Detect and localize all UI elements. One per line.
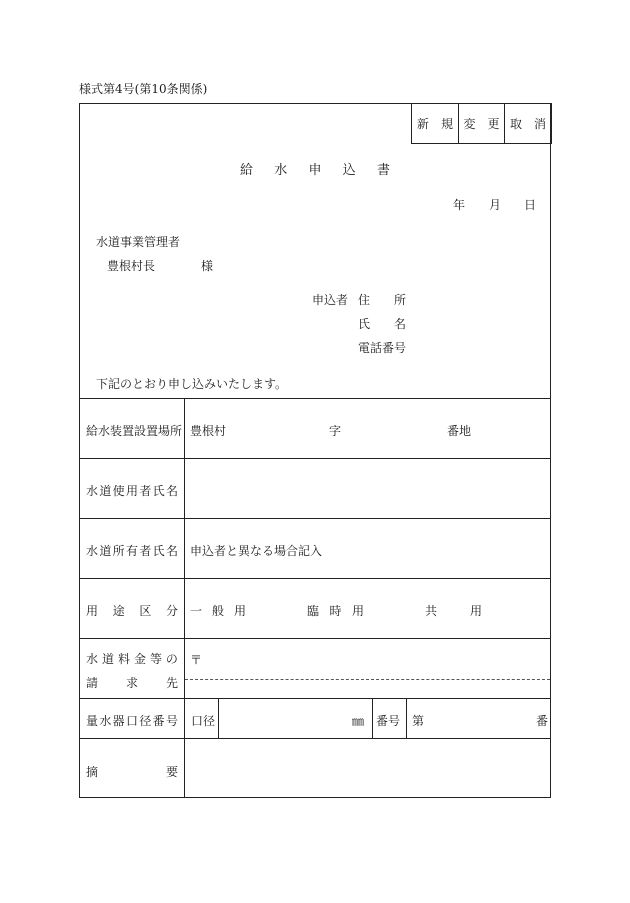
remarks-label: 摘 要: [86, 765, 178, 779]
date-month: 月: [489, 198, 502, 212]
addressee-honorific: 様: [201, 259, 214, 273]
owner-name-label: 水 道 所 有 者 氏 名: [86, 544, 178, 558]
date-day: 日: [524, 198, 537, 212]
owner-note: 申込者と異なる場合記入: [190, 544, 323, 558]
cancel-box[interactable]: [504, 103, 552, 144]
meter-number-ban: 番: [536, 714, 549, 728]
applicant-address-label: 住 所: [358, 293, 407, 307]
usage-general[interactable]: 一 般 用: [190, 604, 246, 618]
intro-text: 下記のとおり申し込みいたします。: [96, 377, 288, 391]
new-label: 新 規: [416, 117, 453, 131]
applicant-name-label: 氏 名: [358, 317, 407, 331]
user-name-label: 水 道 使 用 者 氏 名: [86, 484, 178, 498]
date-year: 年: [453, 198, 466, 212]
location-banchi: 番地: [447, 424, 472, 438]
usage-temporary[interactable]: 臨 時 用: [307, 604, 364, 618]
change-box[interactable]: [458, 103, 505, 144]
billing-label-line1: 水 道 料 金 等 の: [86, 652, 178, 666]
location-aza: 字: [329, 424, 342, 438]
location-label: 給水装置設置場所: [86, 424, 183, 438]
usage-label: 用 途 区 分: [86, 604, 178, 618]
meter-label: 量 水 器 口 径 番 号: [86, 714, 178, 728]
addressee-office: 水道事業管理者: [96, 235, 181, 249]
postal-mark: 〒: [190, 653, 203, 667]
billing-label-line2: 請 求 先: [86, 676, 178, 690]
applicant-phone-label: 電話番号: [358, 341, 407, 355]
usage-shared[interactable]: 共 用: [425, 604, 482, 618]
cancel-label: 取 消: [509, 117, 546, 131]
diameter-unit: ㎜: [352, 714, 365, 728]
new-box[interactable]: [411, 103, 459, 144]
applicant-role: 申込者: [312, 293, 349, 307]
diameter-label: 口径: [191, 714, 216, 728]
meter-number-label: 番号: [376, 714, 401, 728]
form-title: 給 水 申 込 書: [240, 163, 390, 178]
application-form: [79, 103, 551, 798]
form-number-label: 様式第4号(第10条関係): [79, 82, 208, 96]
change-label: 変 更: [463, 117, 500, 131]
addressee-name: 豊根村長: [107, 259, 156, 273]
meter-number-dai: 第: [412, 714, 425, 728]
location-village: 豊根村: [190, 424, 227, 438]
